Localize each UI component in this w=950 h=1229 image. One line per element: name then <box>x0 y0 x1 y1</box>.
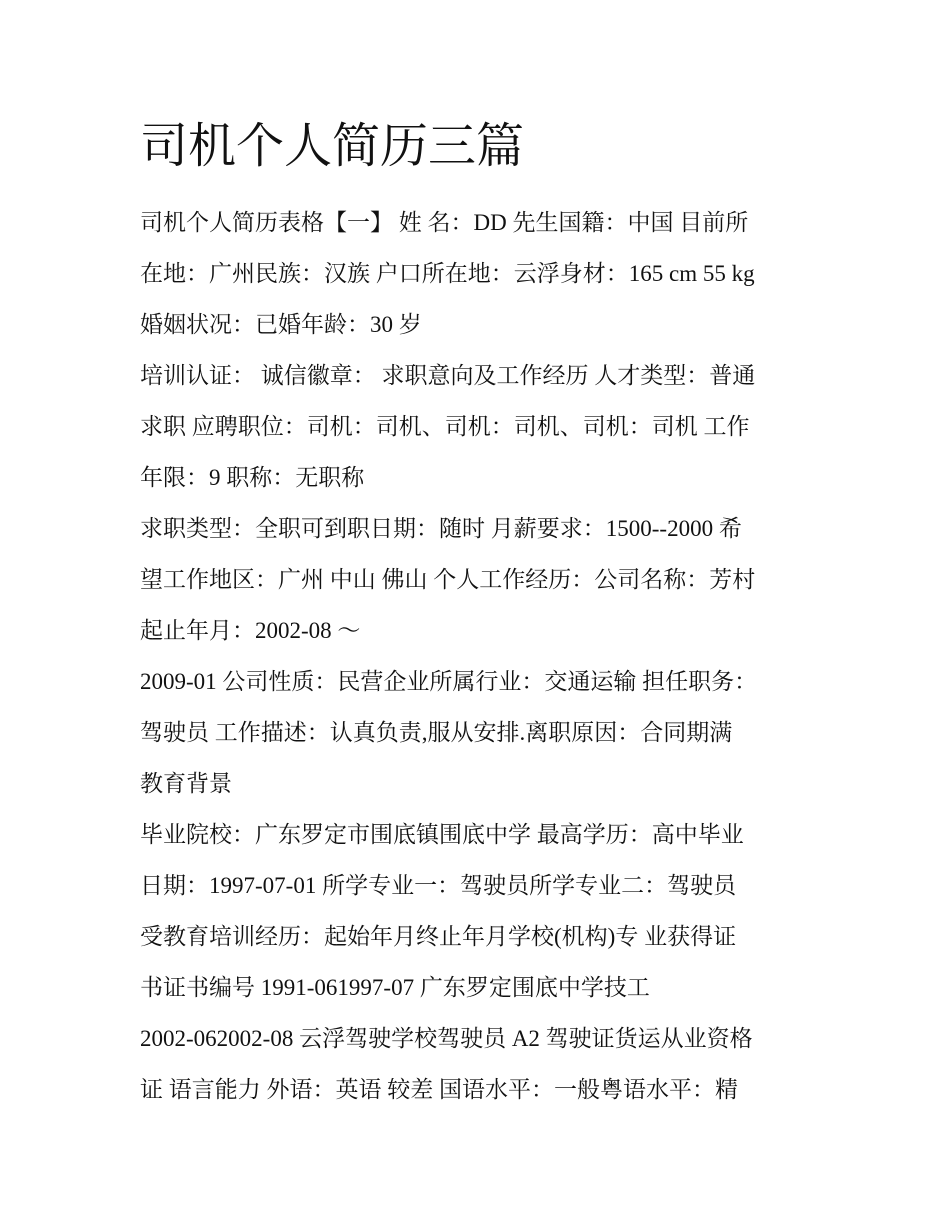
text-line: 书证书编号 1991-061997-07 广东罗定围底中学技工 <box>140 975 650 1000</box>
text-line: 受教育培训经历：起始年月终止年月学校(机构)专 业获得证 <box>140 924 737 949</box>
text-line: 起止年月：2002-08 ～ <box>140 618 361 643</box>
page-title: 司机个人简历三篇 <box>140 118 525 174</box>
text-line: 望工作地区：广州 中山 佛山 个人工作经历：公司名称：芳村 <box>140 567 756 592</box>
text-line: 2009-01 公司性质：民营企业所属行业：交通运输 担任职务： <box>140 669 758 694</box>
document-body <box>140 197 820 1115</box>
text-line: 日期：1997-07-01 所学专业一：驾驶员所学专业二：驾驶员 <box>140 873 737 898</box>
text-line: 年限：9 职称：无职称 <box>140 465 365 490</box>
text-line: 培训认证： 诚信徽章： 求职意向及工作经历 人才类型：普通 <box>140 363 756 388</box>
text-line: 司机个人简历表格【一】 姓 名：DD 先生国籍：中国 目前所 <box>140 210 749 235</box>
text-line: 毕业院校：广东罗定市围底镇围底中学 最高学历：高中毕业 <box>140 822 744 847</box>
text-line: 求职类型：全职可到职日期：随时 月薪要求：1500--2000 希 <box>140 516 742 541</box>
text-line: 婚姻状况：已婚年龄：30 岁 <box>140 312 422 337</box>
text-line: 求职 应聘职位：司机：司机、司机：司机、司机：司机 工作 <box>140 414 750 439</box>
text-line: 证 语言能力 外语：英语 较差 国语水平：一般粤语水平：精 <box>140 1077 738 1102</box>
text-line: 2002-062002-08 云浮驾驶学校驾驶员 A2 驾驶证货运从业资格 <box>140 1026 753 1051</box>
text-line: 在地：广州民族：汉族 户口所在地：云浮身材：165 cm 55 kg <box>140 261 755 286</box>
section-heading: 教育背景 <box>140 771 232 796</box>
text-line: 驾驶员 工作描述：认真负责,服从安排.离职原因：合同期满 <box>140 720 733 745</box>
